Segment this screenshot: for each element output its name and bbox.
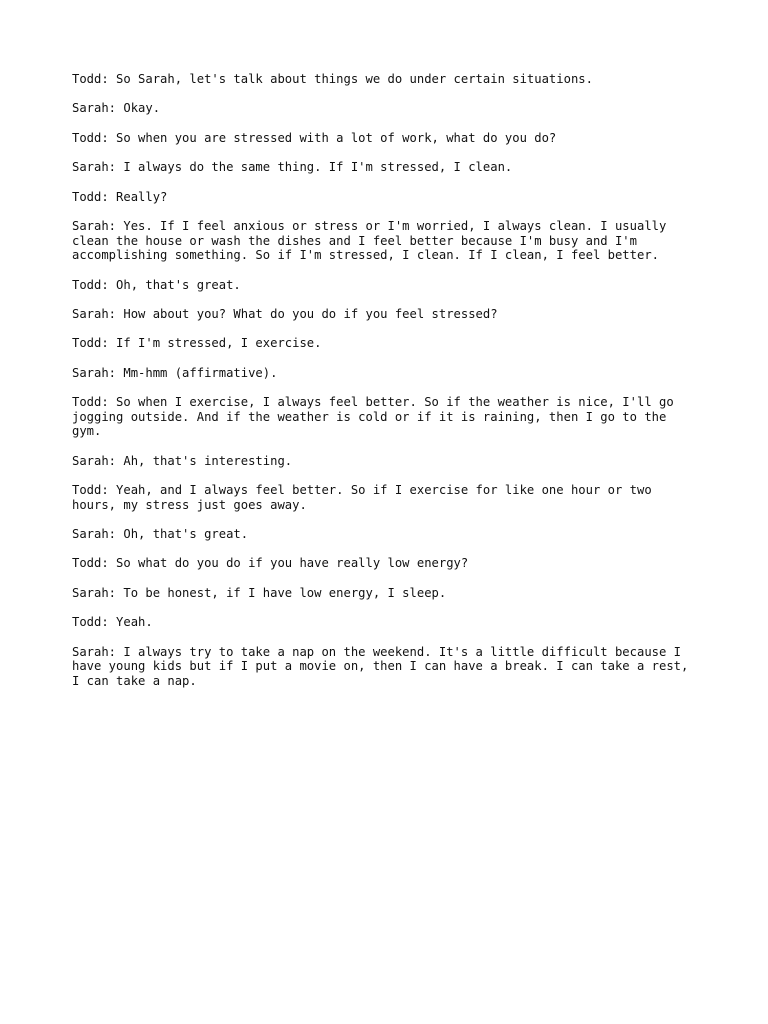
dialogue-line-todd: Todd: Really? <box>72 189 168 204</box>
dialogue-line-sarah: Sarah: I always do the same thing. If I'm stressed, I clean. <box>72 160 513 175</box>
document-page <box>72 72 700 703</box>
dialogue-line-sarah: Sarah: I always try to take a nap on the weekend. It's a little difficult because I have young kids but if I put a movie on, then I can have a break. I can take a rest, I can take a nap. <box>72 644 696 688</box>
dialogue-line-todd: Todd: So when you are stressed with a lot of work, what do you do? <box>72 130 557 145</box>
dialogue-line-todd: Todd: Yeah, and I always feel better. So if I exercise for like one hour or two hours, my stress just goes away. <box>72 483 660 512</box>
dialogue-line-sarah: Sarah: Ah, that's interesting. <box>72 453 293 468</box>
dialogue-line-todd: Todd: So when I exercise, I always feel better. So if the weather is nice, I'll go jogging outside. And if the weather is cold or if it is raining, then I go to the gym. <box>72 395 682 439</box>
dialogue-line-sarah: Sarah: Yes. If I feel anxious or stress or I'm worried, I always clean. I usually clean the house or wash the dishes and I feel better because I'm busy and I'm accomplishing something. So if I'm stressed, I clean. If I clean, I feel better. <box>72 218 674 263</box>
dialogue-line-sarah: Sarah: To be honest, if I have low energy, I sleep. <box>72 585 447 600</box>
dialogue-line-todd: Todd: Yeah. <box>72 615 153 630</box>
dialogue-line-sarah: Sarah: Mm-hmm (affirmative). <box>72 365 278 380</box>
dialogue-line-sarah: Sarah: How about you? What do you do if you feel stressed? <box>72 306 498 321</box>
dialogue-line-sarah: Sarah: Okay. <box>72 101 161 116</box>
dialogue-line-todd: Todd: If I'm stressed, I exercise. <box>72 336 322 351</box>
dialogue-line-todd: Todd: So Sarah, let's talk about things we do under certain situations. <box>72 72 593 86</box>
dialogue-line-sarah: Sarah: Oh, that's great. <box>72 527 249 542</box>
dialogue-line-todd: Todd: So what do you do if you have really low energy? <box>72 556 469 571</box>
dialogue-line-todd: Todd: Oh, that's great. <box>72 277 241 292</box>
